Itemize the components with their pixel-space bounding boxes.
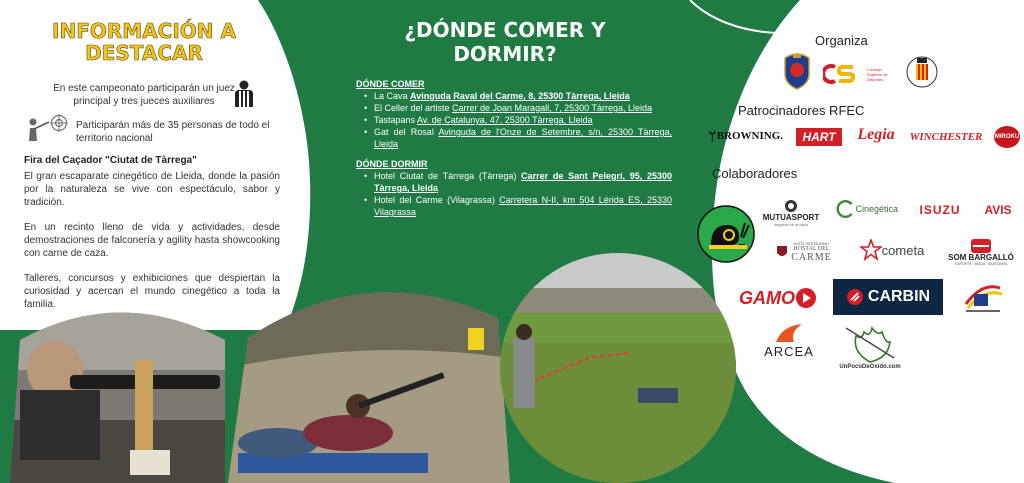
info-title xyxy=(34,20,254,64)
arcea-logo xyxy=(750,318,828,362)
mutuasport-tagline: seguros en la caza xyxy=(774,222,808,227)
restaurant-address-link[interactable]: Carrer de Joan Maragall, 7, 25300 Tàrrega, Lleida xyxy=(452,103,652,113)
fira-paragraph-1: El gran escaparate cinegético de Lleida, donde la pasión por la naturaleza se vive con espectáculo, sabor y tradición. xyxy=(24,171,280,208)
hotel-address-link[interactable]: Carretera N-II, km 504 Lérida ES, 25330 Vilagrassa xyxy=(374,195,672,217)
participants-text: Participarán más de 35 personas de todo el territorio nacional xyxy=(76,120,270,144)
eat-sleep-content xyxy=(356,78,672,218)
eat-sleep-title-line1: ¿DÓNDE COMER Y xyxy=(404,18,606,42)
eat-sleep-title-line2: DORMIR? xyxy=(453,42,557,66)
restaurant-address-link[interactable]: Avinguda de l'Onze de Setembre, s/n, 25300 Tàrrega, Lleida xyxy=(374,127,672,149)
target-icon xyxy=(50,114,68,132)
oak-leaf-icon xyxy=(842,322,898,364)
cinegetica-text: Cinegética xyxy=(855,204,898,214)
buckmark-icon xyxy=(708,128,717,144)
eat-list xyxy=(364,90,672,150)
hotel-name: Hotel Ciutat de Tàrrega (Tàrrega) xyxy=(374,171,522,181)
isuzu-logo: ISUZU xyxy=(919,203,961,217)
miroku-logo: MIROKU xyxy=(994,126,1020,148)
fira-paragraph-3: Talleres, concursos y exhibiciones que despiertan la curiosidad y acercan el mundo cinegético a toda la familia. xyxy=(24,273,280,310)
list-item xyxy=(364,170,672,194)
judges-text: En este campeonato participarán un juez principal y tres jueces auxiliares xyxy=(53,83,235,107)
cometa-text: cometa xyxy=(881,242,925,258)
carbin-mark-icon xyxy=(846,288,864,306)
mutuasport-text: MUTUASPORT xyxy=(762,213,820,222)
arcea-text: ARCEA xyxy=(764,343,814,359)
gamo-text: GAMO xyxy=(739,287,795,308)
hotel-name: Hotel del Carme (Vilagrassa) xyxy=(374,195,500,205)
snail-club-logo xyxy=(697,205,755,263)
organiza-label: Organiza xyxy=(815,33,868,48)
regional-club-logo xyxy=(962,280,1004,314)
avis-logo: AVIS xyxy=(984,203,1012,217)
sleep-list xyxy=(364,170,672,218)
fira-heading: Fira del Caçador "Ciutat de Tàrrega" xyxy=(24,155,197,166)
info-title-line2: DESTACAR xyxy=(85,41,203,65)
csd-logo xyxy=(822,60,894,88)
som-bargallo-logo xyxy=(940,236,1022,268)
unpocodeoxido-logo xyxy=(832,318,908,374)
list-item xyxy=(364,194,672,218)
fira-paragraph-2: En un recinto lleno de vida y actividades, desde demostraciones de falconería y agility hasta showcooking con carne de caza. xyxy=(24,222,280,259)
hostal-carme-text: CARME xyxy=(791,251,832,263)
restaurant-name: Gat del Rosal xyxy=(374,127,439,137)
som-bargallo-text: SOM BARGALLÓ xyxy=(948,252,1014,262)
hostal-del-carme-logo xyxy=(768,238,840,266)
hotel-address-link[interactable]: Carrer de Sant Pelegrí, 95, 25300 Tàrrega, Lleida xyxy=(374,171,672,193)
browning-text: BROWNING. xyxy=(716,130,783,142)
gamo-logo xyxy=(732,284,824,312)
cometa-star-icon xyxy=(860,239,882,261)
cinegetica-logo xyxy=(836,198,898,220)
csd-mark-icon xyxy=(823,64,867,84)
eat-heading: DÓNDE COMER xyxy=(356,79,425,89)
hunter-icon xyxy=(24,116,50,142)
restaurant-address-link[interactable]: Av. de Catalunya, 47, 25300 Tàrrega, Lleida xyxy=(417,115,593,125)
list-item xyxy=(364,90,672,102)
photo-shooter-scope xyxy=(0,300,240,483)
cinegetica-swirl-icon xyxy=(836,199,855,219)
photo-field-shooters xyxy=(498,248,748,483)
csd-text: Consejo Superior de Deportes xyxy=(867,66,888,82)
carbin-logo xyxy=(833,279,943,315)
federation-crest-logo xyxy=(905,54,939,90)
winchester-logo: WINCHESTER xyxy=(909,131,983,143)
unpocodeoxido-text: UnPocoDeOxido.com xyxy=(839,364,901,370)
rfec-shield-logo xyxy=(782,50,812,90)
collaborators-label: Colaboradores xyxy=(712,166,798,181)
mutuasport-circle-icon xyxy=(784,199,798,213)
restaurant-name: Tastapans xyxy=(374,115,418,125)
hostal-crest-icon xyxy=(776,245,788,259)
hart-logo: HART xyxy=(796,128,842,146)
hostal-main-text: HOSTAL DEL xyxy=(793,245,830,252)
sleep-heading: DÓNDE DORMIR xyxy=(356,159,428,169)
restaurant-address-link[interactable]: Avinguda Raval del Carme, 8, 25300 Tàrrega, Lleida xyxy=(410,91,630,101)
hostal-small-text: HOTEL RESTAURANT xyxy=(793,241,830,246)
list-item xyxy=(364,102,672,114)
restaurant-name: El Celler del artiste xyxy=(374,103,453,113)
sponsors-label: Patrocinadores RFEC xyxy=(738,103,865,118)
list-item xyxy=(364,114,672,126)
cometa-logo xyxy=(852,236,932,264)
restaurant-name: La Cava xyxy=(374,91,411,101)
eat-sleep-title xyxy=(380,18,630,66)
legia-logo: Legia xyxy=(857,126,895,143)
browning-logo xyxy=(708,125,783,147)
carbin-text: CARBIN xyxy=(867,288,931,305)
arcea-flame-icon xyxy=(772,322,806,344)
mutuasport-logo xyxy=(760,195,822,231)
gamo-play-icon xyxy=(795,287,817,309)
photo-prone-shooter xyxy=(228,278,510,483)
som-bargallo-tagline: ESPORTS · MODA · MUNTANYA xyxy=(954,261,1008,266)
list-item xyxy=(364,126,672,150)
referee-icon xyxy=(232,80,256,108)
som-bargallo-mark-icon xyxy=(969,239,993,253)
info-title-line1: INFORMACIÓN A xyxy=(52,19,236,43)
